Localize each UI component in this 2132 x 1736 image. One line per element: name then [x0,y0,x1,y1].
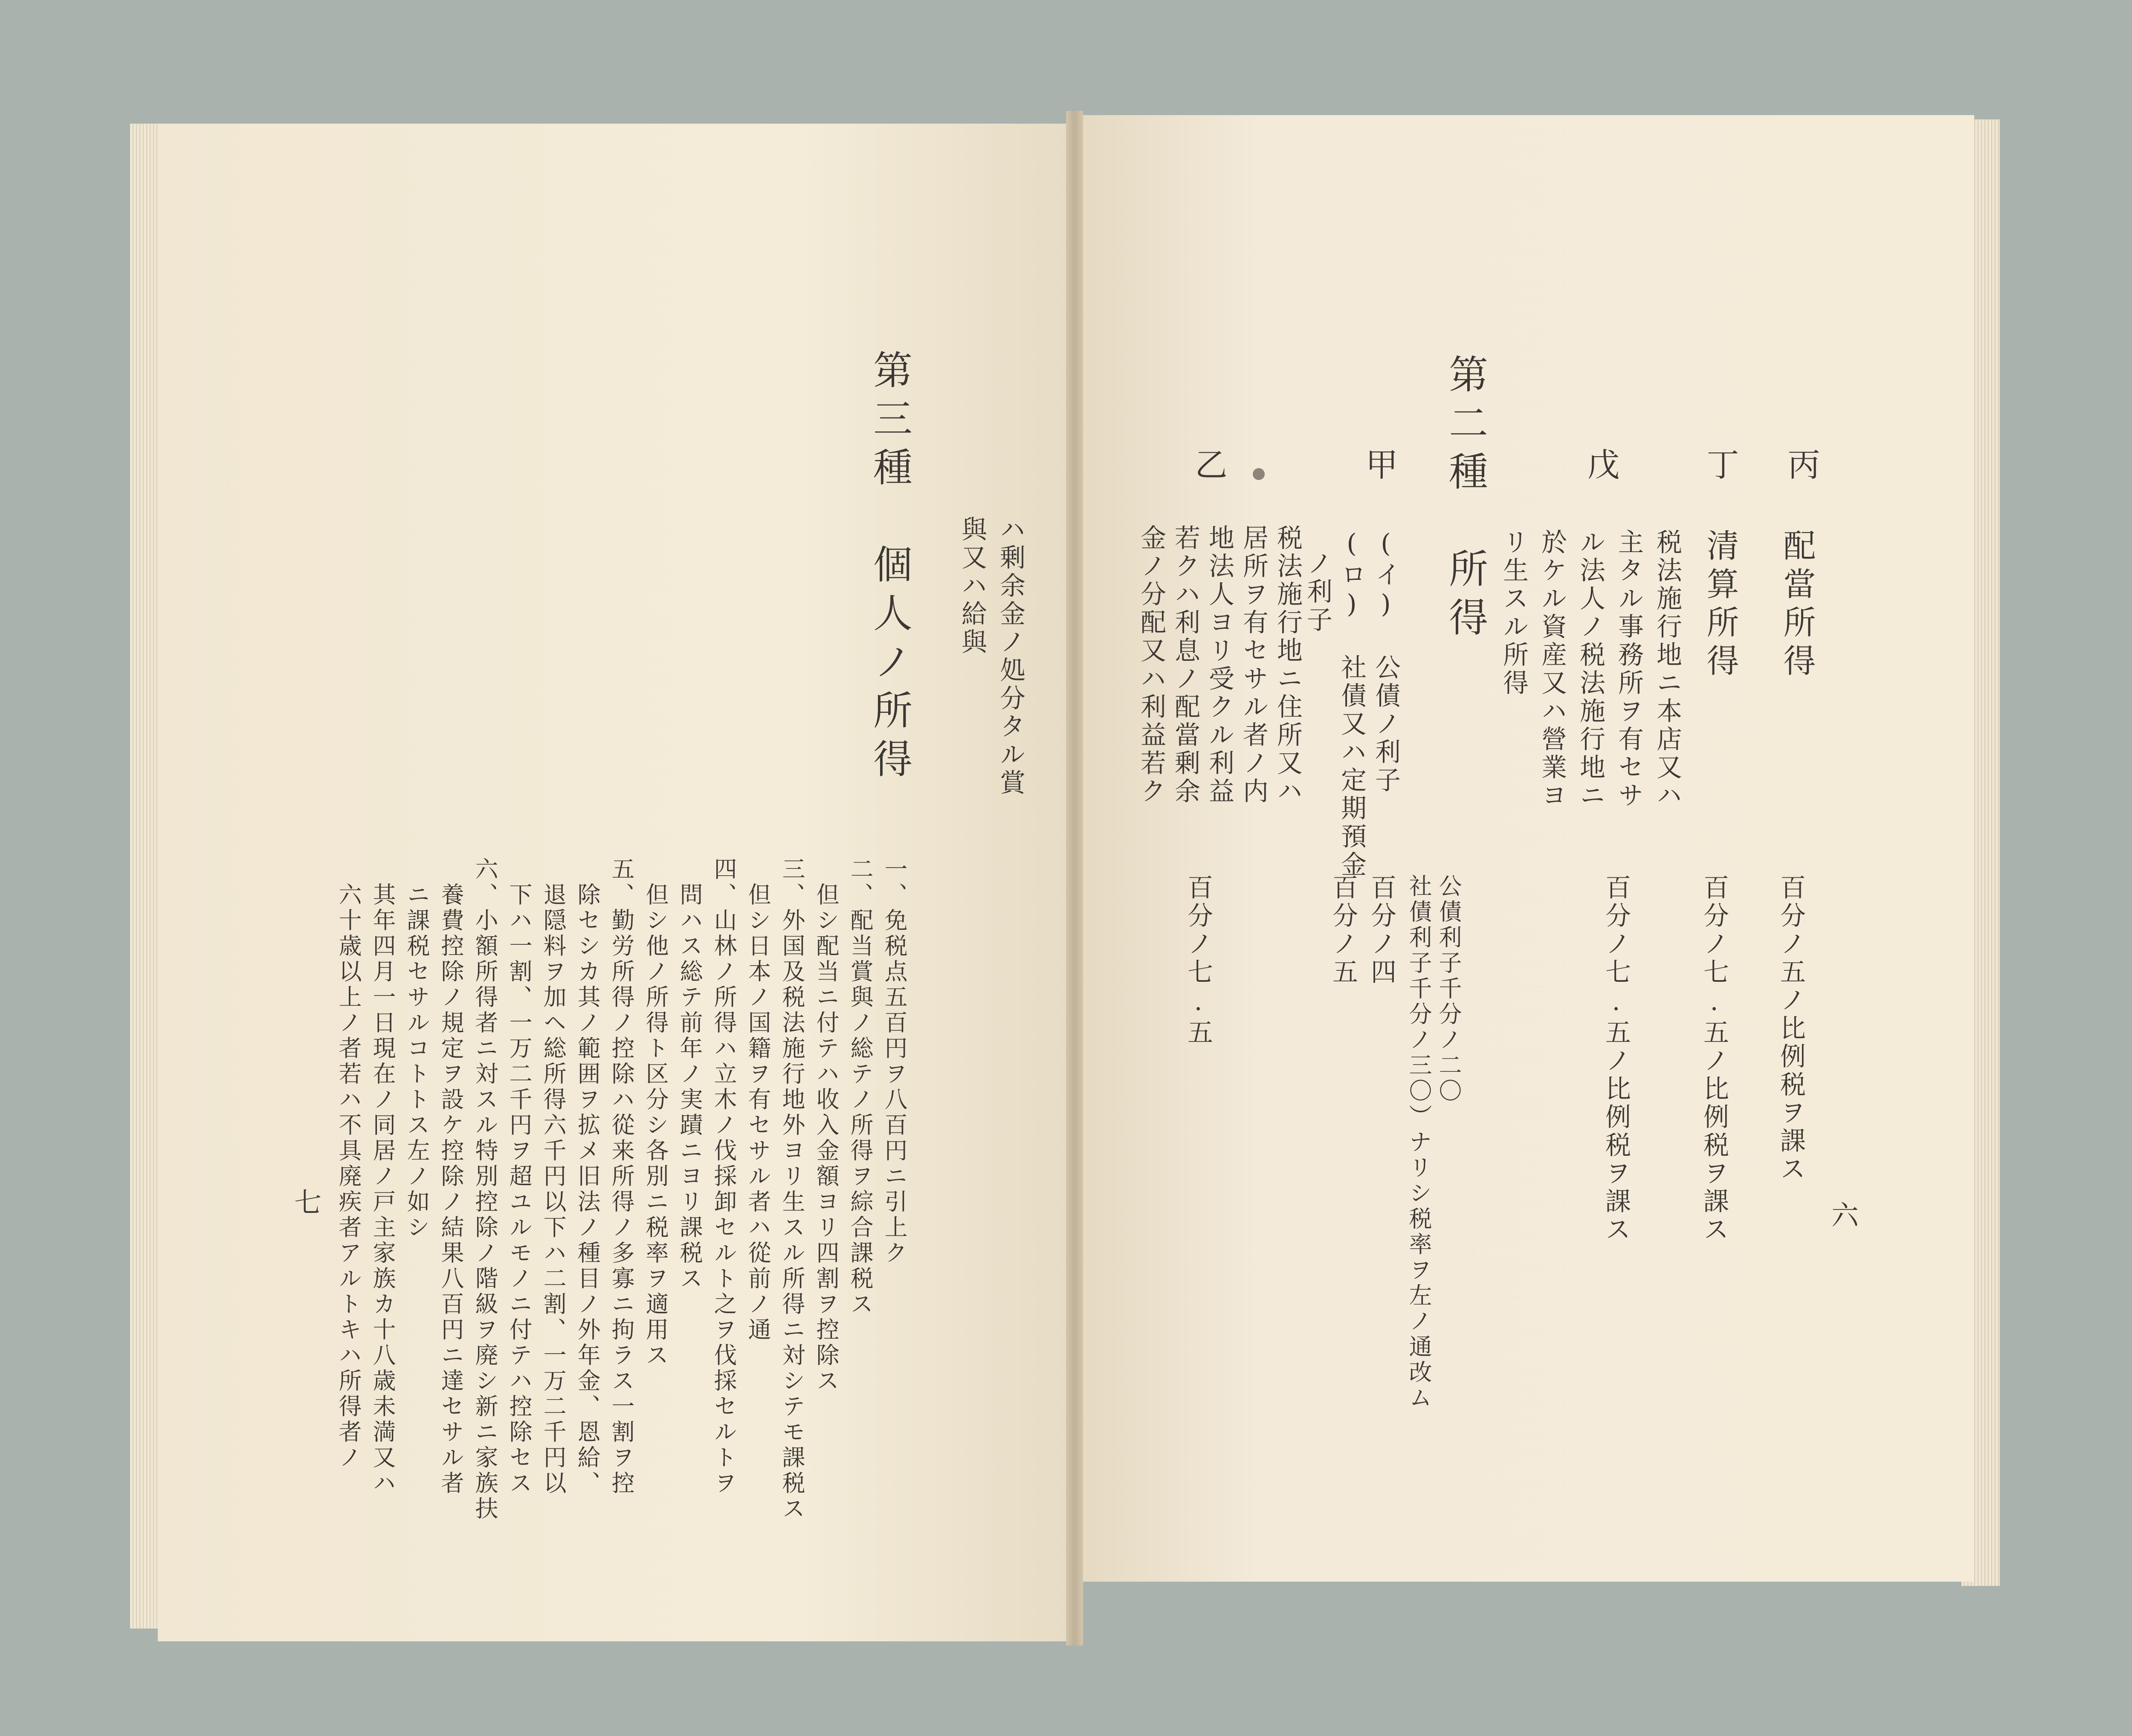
item-jia-rate-line: 公債利子千分ノ二〇 [1435,874,1462,1104]
item-wu-rate: 百分ノ七.五ノ比例税ヲ課ス [1601,874,1631,1244]
rule-line: 三、外国及税法施行地外ヨリ生スル所得ニ対シテモ課税ス [779,857,805,1522]
item-wu-line: 税法施行地ニ本店又ハ [1652,529,1682,810]
item-jia-line: (ロ) 社債又ハ定期預金 [1337,529,1367,879]
rule-line: 四、山林ノ所得ハ立木ノ伐採卸セルト之ヲ伐採セルトヲ [710,857,737,1496]
item-bing-rate: 百分ノ五ノ比例税ヲ課ス [1776,874,1806,1183]
item-jia-label: 甲 [1360,448,1398,486]
ink-spot [1253,468,1265,480]
bonus-line: ハ剰余金ノ処分タル賞 [996,516,1025,797]
rule-line: 養費控除ノ規定ヲ設ケ控除ノ結果八百円ニ達セサル者 [437,857,464,1496]
second-class-heading: 第二種 所得 [1443,354,1488,645]
item-ding-label: 丁 [1701,448,1739,486]
rule-line: 問ハス総テ前年ノ実蹟ニヨリ課税ス [676,857,703,1292]
item-yi-line: 地法人ヨリ受クル利益 [1205,524,1234,806]
rule-line: 但シ配当ニ付テハ收入金額ヨリ四割ヲ控除ス [813,857,840,1394]
item-bing-label: 丙 [1782,448,1820,486]
item-jia-rate-line: 百分ノ五 [1328,874,1358,987]
rule-line: ニ課税セサルコトトス左ノ如シ [403,857,430,1241]
item-yi-line: 若クハ利息ノ配當剰余 [1170,524,1200,806]
item-ding-text: 清算所得 [1701,529,1739,682]
rule-line: 下ハ一割、一万二千円ヲ超ユルモノニ付テハ控除セス [506,857,533,1496]
rule-line: 但シ日本ノ国籍ヲ有セサル者ハ從前ノ通 [744,857,771,1343]
rule-line: 退隠料ヲ加ヘ総所得六千円以下ハ二割、一万二千円以 [540,857,567,1496]
third-class-heading: 第三種 個人ノ所得 [867,350,912,787]
item-wu-label: 戊 [1582,448,1620,486]
item-jia-rate-line: 社債利子千分ノ三〇）ナリシ税率ヲ左ノ通改ム [1405,874,1432,1411]
rule-line: 六十歳以上ノ者若ハ不具廃疾者アルトキハ所得者ノ [335,857,362,1471]
rule-line: 二、配当賞與ノ総テノ所得ヲ綜合課税ス [847,857,874,1317]
page-number-right: 六 [1831,1200,1859,1232]
right-page [1079,115,1974,1582]
item-bing-text: 配當所得 [1778,529,1816,682]
book-gutter [1066,111,1083,1646]
item-wu-line: ル法人ノ税法施行地ニ [1576,529,1605,810]
item-yi-label: 乙 [1190,448,1228,486]
rule-line: 其年四月一日現在ノ同居ノ戸主家族カ十八歳未満又ハ [369,857,396,1496]
rule-line: 但シ他ノ所得ト区分シ各別ニ税率ヲ適用ス [642,857,669,1369]
item-yi-line: 税法施行地ニ住所又ハ [1273,524,1303,806]
item-wu-line: 主タル事務所ヲ有セサ [1614,529,1644,810]
bonus-line: 與又ハ給與 [957,516,987,657]
item-jia-rate-line: 百分ノ四 [1367,874,1396,987]
item-yi-line: 金ノ分配又ハ利益若ク [1136,524,1166,806]
item-wu-line: 於ケル資産又ハ營業ヨ [1537,529,1567,810]
item-wu-line: リ生スル所得 [1499,529,1529,697]
rule-line: 六、小額所得者ニ対スル特別控除ノ階級ヲ廃シ新ニ家族扶 [472,857,498,1522]
item-yi-rate: 百分ノ七.五 [1183,874,1213,1047]
item-yi-line: 居所ヲ有セサル者ノ内 [1239,524,1269,806]
item-jia-line: (イ) 公債ノ利子 [1371,529,1401,795]
item-jia-line: ノ利子 [1303,550,1332,634]
page-number-left: 七 [294,1187,322,1219]
rule-line: 五、勤労所得ノ控除ハ從来所得ノ多寡ニ拘ラス一割ヲ控 [608,857,635,1496]
rule-line: 一、免税点五百円ヲ八百円ニ引上ク [881,857,908,1266]
item-ding-rate: 百分ノ七.五ノ比例税ヲ課ス [1699,874,1729,1244]
rule-line: 除セシカ其ノ範囲ヲ拡メ旧法ノ種目ノ外年金、恩給、 [574,857,601,1496]
